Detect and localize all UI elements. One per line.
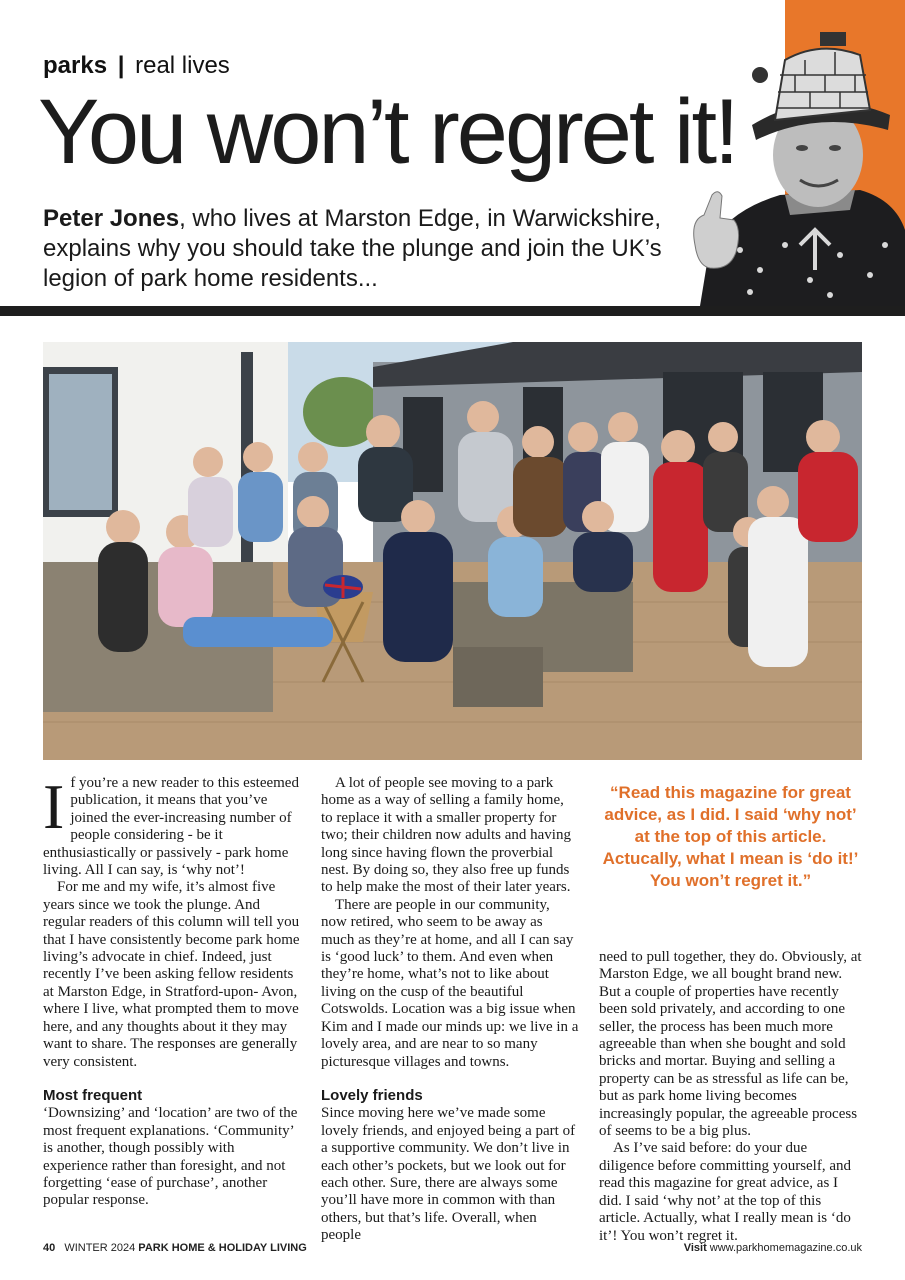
issue-label: WINTER 2024 xyxy=(64,1242,136,1254)
article-paragraph-6-part-1: Since moving here we’ve made some lovely friends, and enjoyed being a part of a supportive community. We don’t live in each other’s pockets, but we look out for each other. Sure, there are always some you’ll have more in common with than others, but that’s life. Overall, when people xyxy=(321,1105,576,1244)
subhead-most-frequent: Most frequent xyxy=(43,1086,143,1104)
headline: You won’t regret it! xyxy=(38,81,737,183)
section-tag xyxy=(43,52,230,80)
article-paragraph-3: ‘Downsizing’ and ‘location’ are two of the most frequent explanations. ‘Community’ is another, though possibly with experience rather than foresight, and not forgetting ‘ease of purchase’, another popular response. xyxy=(43,1105,298,1209)
standfirst xyxy=(43,204,683,294)
website-url[interactable]: www.parkhomemagazine.co.uk xyxy=(709,1242,862,1254)
pull-quote: “Read this magazine for great advice, as I did. I said ‘why not’ at the top of this article. Actucally, what I mean is ‘do it!’ You won’t regret it.” xyxy=(602,783,859,890)
drop-cap: I xyxy=(43,771,65,842)
standfirst-author: Peter Jones xyxy=(43,205,180,232)
article-paragraph-2: For me and my wife, it’s almost five years since we took the plunge. And regular readers of this column will tell you that I have consistently become park home living’s advocate in chief. Indeed, just recently I’ve been asking fellow residents at Marston Edge, in Stratford-upon- Avon, where I live, what prompted them to move here, and any thoughts about it they may want to share. The responses are generally very consistent. xyxy=(43,879,300,1070)
article-paragraph-1: If you’re a new reader to this esteemed publication, it means that you’ve joined the ever-increasing number of people considering - be it enthusiastically or passively - park home living. All I can say, is ‘why not’! xyxy=(43,771,299,879)
article-paragraph-4: A lot of people see moving to a park home as a way of selling a family home, to replace it with a smaller property for two; their children now adults and having long since having flown the proverbial nest. By doing so, they also free up funds to help make the most of their later years. xyxy=(321,775,571,896)
article-paragraph-6-part-2: need to pull together, they do. Obviously, at Marston Edge, we all bought brand new. But a couple of properties have recently been sold privately, and according to one seller, the process has been much more agreeable than when she bought and sold bricks and mortar. Buying and selling a property can be as stressful as life can be, but as park home living becomes increasingly popular, the agreeable process of seems to be a big plus. xyxy=(599,949,862,1140)
article-column-3 xyxy=(599,949,862,1245)
subsection-label: real lives xyxy=(135,52,230,79)
section-label: parks xyxy=(43,52,108,79)
article-paragraph-5: There are people in our community, now retired, who seem to be away as much as they’re at home, and all I can say is ‘good luck’ to them. And even when they’re home, what’s not to like about living on the cusp of the beautiful Cotswolds. Location was a big issue when Kim and I made our minds up: we live in a lovely area, and are near to so many picturesque villages and towns. xyxy=(321,896,579,1070)
footer-folio xyxy=(43,1242,307,1254)
footer-website xyxy=(684,1242,862,1254)
section-separator: | xyxy=(117,52,125,79)
article-column-2 xyxy=(321,775,579,1245)
standfirst-text: , who lives at Marston Edge, in Warwickshire, explains why you should take the plunge and join the UK’s legion of park home residents... xyxy=(43,205,662,292)
article-column-1 xyxy=(43,771,301,1210)
article-paragraph-7: As I’ve said before: do your due diligence before committing yourself, and read this magazine for great advice, as I did. I said ‘why not’ at the top of this article. Actually, what I really mean is ‘do it’! You won’t regret it. xyxy=(599,1140,852,1244)
header-rule xyxy=(0,306,905,316)
visit-label: Visit xyxy=(683,1242,707,1254)
subhead-lovely-friends: Lovely friends xyxy=(321,1086,423,1104)
group-photo xyxy=(43,342,862,760)
page-number: 40 xyxy=(43,1242,56,1254)
author-portrait xyxy=(690,30,905,306)
publication-name: PARK HOME & HOLIDAY LIVING xyxy=(138,1242,307,1254)
